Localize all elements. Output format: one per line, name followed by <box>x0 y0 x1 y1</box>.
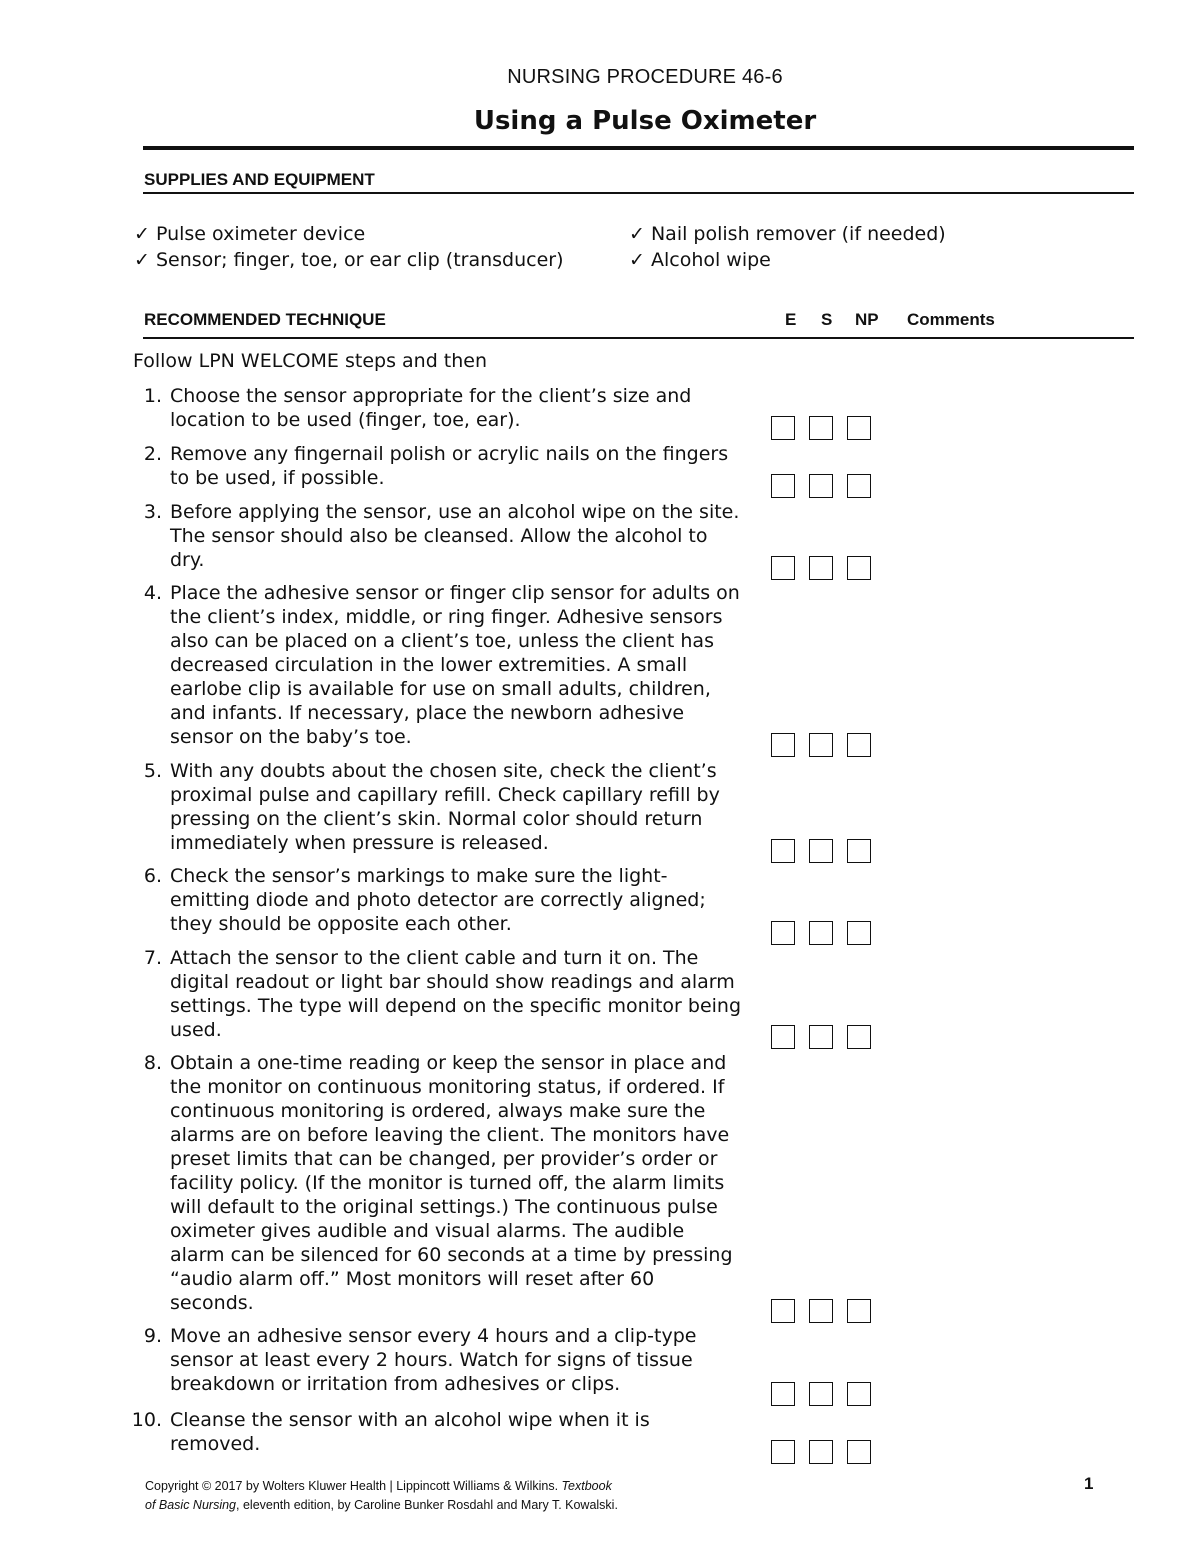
checkbox-e-step-2[interactable] <box>771 474 795 498</box>
step-text-line: sensor at least every 2 hours. Watch for signs of tissue <box>170 1349 693 1371</box>
page-number: 1 <box>1084 1474 1094 1493</box>
step-text-line: The sensor should also be cleansed. Allow the alcohol to <box>170 525 708 547</box>
step-number: 3. <box>143 501 162 523</box>
supply-label: Pulse oximeter device <box>155 223 366 245</box>
step-number: 10. <box>131 1409 162 1431</box>
step-text-line: location to be used (finger, toe, ear). <box>170 409 521 431</box>
checkbox-e-step-8[interactable] <box>771 1299 795 1323</box>
column-comments-header: Comments <box>907 310 995 329</box>
check-icon: ✓ <box>629 223 645 245</box>
checkbox-np-step-2[interactable] <box>847 474 871 498</box>
step-text-line: settings. The type will depend on the specific monitor being <box>170 995 742 1017</box>
checkbox-e-step-1[interactable] <box>771 416 795 440</box>
checkbox-s-step-8[interactable] <box>809 1299 833 1323</box>
step-text-line: facility policy. (If the monitor is turned off, the alarm limits <box>170 1172 725 1194</box>
checkbox-e-step-4[interactable] <box>771 733 795 757</box>
checkbox-s-step-1[interactable] <box>809 416 833 440</box>
checkbox-e-step-9[interactable] <box>771 1382 795 1406</box>
supply-item <box>134 221 365 247</box>
step-text-line: earlobe clip is available for use on small adults, children, <box>170 678 711 700</box>
step-text-line: will default to the original settings.) The continuous pulse <box>170 1196 718 1218</box>
column-e-header: E <box>785 310 797 329</box>
step-text <box>170 500 770 572</box>
step-text-line: Place the adhesive sensor or finger clip sensor for adults on <box>170 582 740 604</box>
step-text-line: “audio alarm off.” Most monitors will reset after 60 <box>170 1268 655 1290</box>
checkbox-np-step-3[interactable] <box>847 556 871 580</box>
checkbox-e-step-10[interactable] <box>771 1440 795 1464</box>
step-text-line: emitting diode and photo detector are correctly aligned; <box>170 889 706 911</box>
step-text-line: removed. <box>170 1433 261 1455</box>
step-text-line: to be used, if possible. <box>170 467 385 489</box>
step-number: 1. <box>143 385 162 407</box>
checkbox-e-step-7[interactable] <box>771 1025 795 1049</box>
step-text-line: Move an adhesive sensor every 4 hours and a clip-type <box>170 1325 697 1347</box>
checkbox-s-step-2[interactable] <box>809 474 833 498</box>
column-np-header: NP <box>855 310 879 329</box>
step-text <box>170 864 770 936</box>
technique-heading: RECOMMENDED TECHNIQUE <box>144 310 386 329</box>
technique-divider <box>143 337 1134 339</box>
checkbox-s-step-5[interactable] <box>809 839 833 863</box>
step-text-line: the client’s index, middle, or ring finger. Adhesive sensors <box>170 606 723 628</box>
step-text <box>170 946 770 1042</box>
step-text <box>170 1408 770 1456</box>
checkbox-np-step-9[interactable] <box>847 1382 871 1406</box>
step-text-line: pressing on the client’s skin. Normal color should return <box>170 808 703 830</box>
checkbox-s-step-6[interactable] <box>809 921 833 945</box>
step-number: 9. <box>143 1325 162 1347</box>
step-text-line: Attach the sensor to the client cable and turn it on. The <box>170 947 699 969</box>
step-text <box>170 1324 770 1396</box>
step-text-line: alarms are on before leaving the client. The monitors have <box>170 1124 730 1146</box>
checkbox-np-step-4[interactable] <box>847 733 871 757</box>
supply-label: Nail polish remover (if needed) <box>650 223 946 245</box>
step-text-line: Cleanse the sensor with an alcohol wipe when it is <box>170 1409 650 1431</box>
step-text-line: alarm can be silenced for 60 seconds at a time by pressing <box>170 1244 733 1266</box>
checkbox-s-step-10[interactable] <box>809 1440 833 1464</box>
step-text-line: preset limits that can be changed, per provider’s order or <box>170 1148 718 1170</box>
checkbox-s-step-7[interactable] <box>809 1025 833 1049</box>
step-text <box>170 384 770 432</box>
step-number: 4. <box>143 582 162 604</box>
checkbox-e-step-5[interactable] <box>771 839 795 863</box>
step-text-line: immediately when pressure is released. <box>170 832 549 854</box>
step-text-line: decreased circulation in the lower extremities. A small <box>170 654 688 676</box>
book-title-part: of Basic Nursing <box>145 1498 237 1512</box>
step-number: 2. <box>143 443 162 465</box>
step-text-line: they should be opposite each other. <box>170 913 512 935</box>
copyright-text: Copyright © 2017 by Wolters Kluwer Health | Lippincott Williams & Wilkins. <box>145 1479 562 1493</box>
step-text-line: and infants. If necessary, place the newborn adhesive <box>170 702 685 724</box>
checkbox-s-step-9[interactable] <box>809 1382 833 1406</box>
step-text-line: continuous monitoring is ordered, always make sure the <box>170 1100 706 1122</box>
step-number: 7. <box>143 947 162 969</box>
step-text <box>170 442 770 490</box>
check-icon: ✓ <box>629 249 645 271</box>
supply-label: Sensor; finger, toe, or ear clip (transducer) <box>155 249 564 271</box>
step-text-line: oximeter gives audible and visual alarms. The audible <box>170 1220 685 1242</box>
step-number: 6. <box>143 865 162 887</box>
step-text-line: With any doubts about the chosen site, check the client’s <box>170 760 717 782</box>
checkbox-np-step-10[interactable] <box>847 1440 871 1464</box>
checkbox-e-step-6[interactable] <box>771 921 795 945</box>
step-text-line: digital readout or light bar should show readings and alarm <box>170 971 735 993</box>
step-number: 8. <box>143 1052 162 1074</box>
check-icon: ✓ <box>134 249 150 271</box>
check-icon: ✓ <box>134 223 150 245</box>
title-divider <box>143 146 1134 150</box>
step-text-line: Check the sensor’s markings to make sure the light- <box>170 865 668 887</box>
step-text-line: proximal pulse and capillary refill. Check capillary refill by <box>170 784 720 806</box>
step-text-line: used. <box>170 1019 222 1041</box>
book-title-part: Textbook <box>561 1479 612 1493</box>
step-number: 5. <box>143 760 162 782</box>
step-text <box>170 1051 770 1315</box>
step-text-line: Remove any fingernail polish or acrylic nails on the fingers <box>170 443 729 465</box>
checkbox-e-step-3[interactable] <box>771 556 795 580</box>
supply-item <box>629 221 946 247</box>
column-s-header: S <box>821 310 833 329</box>
copyright-text: , eleventh edition, by Caroline Bunker Rosdahl and Mary T. Kowalski. <box>236 1498 618 1512</box>
step-text-line: the monitor on continuous monitoring status, if ordered. If <box>170 1076 725 1098</box>
step-text-line: breakdown or irritation from adhesives or clips. <box>170 1373 621 1395</box>
checkbox-np-step-5[interactable] <box>847 839 871 863</box>
supplies-heading: SUPPLIES AND EQUIPMENT <box>144 170 375 189</box>
step-text <box>170 759 770 855</box>
step-text-line: Obtain a one-time reading or keep the sensor in place and <box>170 1052 727 1074</box>
checkbox-s-step-4[interactable] <box>809 733 833 757</box>
step-text-line: sensor on the baby’s toe. <box>170 726 412 748</box>
checkbox-s-step-3[interactable] <box>809 556 833 580</box>
supply-item <box>134 247 564 273</box>
supply-item <box>629 247 771 273</box>
step-text-line: seconds. <box>170 1292 254 1314</box>
checkbox-np-step-1[interactable] <box>847 416 871 440</box>
intro-text: Follow LPN WELCOME steps and then <box>133 350 488 372</box>
step-text-line: Before applying the sensor, use an alcohol wipe on the site. <box>170 501 740 523</box>
page-title: Using a Pulse Oximeter <box>473 106 817 136</box>
procedure-label: NURSING PROCEDURE 46-6 <box>507 66 783 88</box>
checkbox-np-step-8[interactable] <box>847 1299 871 1323</box>
step-text-line: also can be placed on a client’s toe, unless the client has <box>170 630 714 652</box>
step-text-line: Choose the sensor appropriate for the client’s size and <box>170 385 692 407</box>
supply-label: Alcohol wipe <box>650 249 771 271</box>
supplies-divider <box>143 192 1134 194</box>
checkbox-np-step-6[interactable] <box>847 921 871 945</box>
step-text <box>170 581 770 749</box>
copyright-footer <box>145 1477 725 1515</box>
checkbox-np-step-7[interactable] <box>847 1025 871 1049</box>
step-text-line: dry. <box>170 549 205 571</box>
